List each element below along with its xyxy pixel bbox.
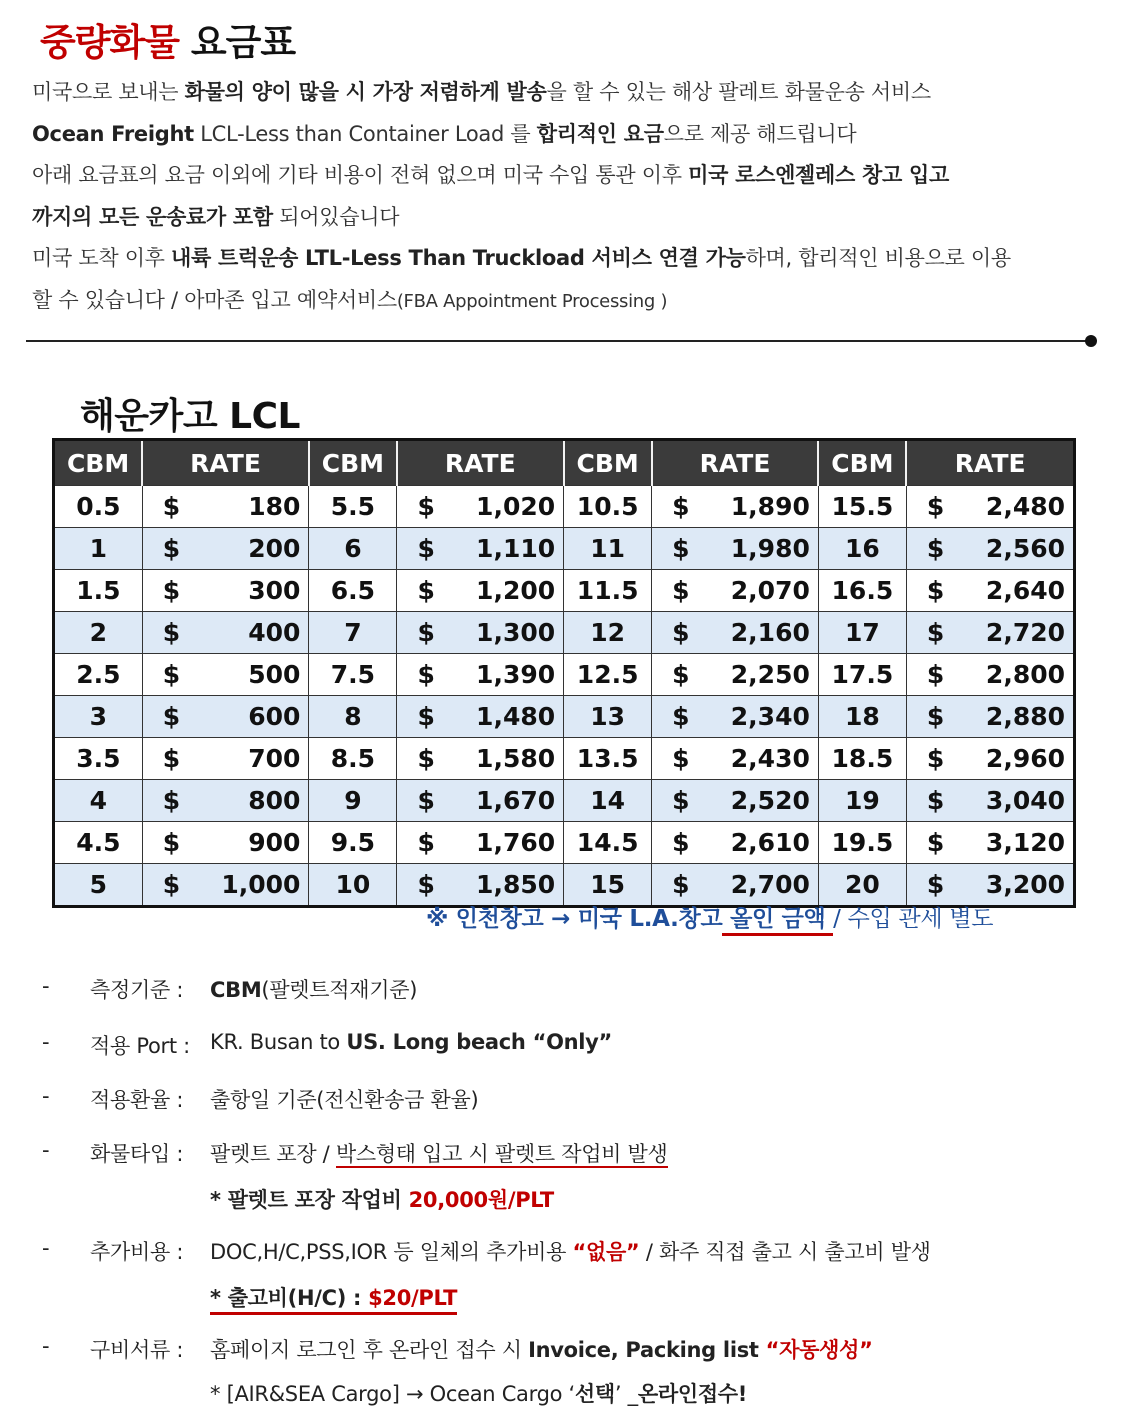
rate-value: 300: [248, 576, 301, 605]
currency-symbol: $: [672, 576, 690, 605]
rate-table-body: [54, 486, 1075, 907]
intro-text: [32, 72, 1112, 322]
note-underlined: 올인 금액: [722, 906, 833, 936]
cbm-cell: 9.5: [309, 822, 397, 864]
intro-line: 미국 도착 이후 내륙 트럭운송 LTL-Less Than Truckload 서비스 연결 가능하며, 합리적인 비용으로 이용: [32, 246, 1011, 270]
rate-cell: [906, 528, 1074, 570]
cbm-cell: 4.5: [54, 822, 143, 864]
rate-cell: [906, 822, 1074, 864]
rate-cell: [142, 528, 309, 570]
rate-cell: [142, 738, 309, 780]
rate-cell: [142, 822, 309, 864]
rate-cell: [397, 822, 564, 864]
cbm-cell: 2.5: [54, 654, 143, 696]
rate-cell: [142, 570, 309, 612]
table-row: [54, 612, 1075, 654]
currency-symbol: $: [926, 618, 945, 647]
currency-symbol: $: [672, 660, 690, 689]
rate-cell: [906, 696, 1074, 738]
currency-symbol: $: [926, 786, 945, 815]
rate-cell: [397, 780, 564, 822]
currency-symbol: $: [672, 702, 690, 731]
cbm-cell: 16.5: [818, 570, 906, 612]
spec-label: 화물타입 :: [90, 1142, 184, 1166]
rate-value: 2,960: [985, 744, 1065, 773]
header-rate: RATE: [142, 440, 309, 486]
currency-symbol: $: [672, 492, 690, 521]
cbm-cell: 3.5: [54, 738, 143, 780]
cbm-cell: 5.5: [309, 486, 397, 528]
rate-cell: [652, 612, 819, 654]
header-cbm: CBM: [54, 440, 143, 486]
spec-value: 출항일 기준(전신환송금 환율): [210, 1088, 479, 1112]
cbm-cell: 3: [54, 696, 143, 738]
cbm-cell: 11.5: [564, 570, 652, 612]
rate-value: 2,720: [985, 618, 1065, 647]
rate-table-header: [54, 440, 1075, 486]
currency-symbol: $: [417, 492, 435, 521]
currency-symbol: $: [672, 534, 690, 563]
currency-symbol: $: [162, 618, 181, 647]
rate-cell: [652, 780, 819, 822]
rate-value: 1,890: [730, 492, 810, 521]
rate-value: 1,580: [476, 744, 556, 773]
rate-value: 1,480: [476, 702, 556, 731]
cbm-cell: 12: [564, 612, 652, 654]
cbm-cell: 14: [564, 780, 652, 822]
rate-value: 1,850: [476, 870, 556, 899]
rate-value: 600: [248, 702, 301, 731]
rate-value: 2,700: [730, 870, 810, 899]
currency-symbol: $: [672, 786, 690, 815]
intro-line: 아래 요금표의 요금 이외에 기타 비용이 전혀 없으며 미국 수입 통관 이후 미국 로스엔젤레스 창고 입고: [32, 163, 949, 187]
currency-symbol: $: [162, 576, 181, 605]
rate-value: 800: [248, 786, 301, 815]
currency-symbol: $: [162, 492, 181, 521]
rate-cell: [397, 612, 564, 654]
currency-symbol: $: [162, 702, 181, 731]
rate-value: 2,610: [730, 828, 810, 857]
table-row: [54, 738, 1075, 780]
table-row: [54, 654, 1075, 696]
intro-line: Ocean Freight LCL-Less than Container Load 를 합리적인 요금으로 제공 해드립니다: [32, 121, 857, 146]
rate-value: 1,390: [476, 660, 556, 689]
intro-line: 미국으로 보내는 화물의 양이 많을 시 가장 저렴하게 발송을 할 수 있는 해상 팔레트 화물운송 서비스: [32, 80, 931, 104]
rate-value: 2,250: [730, 660, 810, 689]
cbm-cell: 8.5: [309, 738, 397, 780]
currency-symbol: $: [417, 534, 435, 563]
spec-label: 구비서류 :: [90, 1338, 184, 1362]
rate-cell: [652, 822, 819, 864]
rate-value: 400: [248, 618, 301, 647]
page-title: [40, 12, 295, 66]
cbm-cell: 17: [818, 612, 906, 654]
currency-symbol: $: [162, 786, 181, 815]
cbm-cell: 19: [818, 780, 906, 822]
spec-label: 적용 Port :: [90, 1034, 190, 1058]
rate-cell: [142, 780, 309, 822]
currency-symbol: $: [926, 660, 945, 689]
currency-symbol: $: [926, 744, 945, 773]
rate-table: [52, 438, 1076, 908]
currency-symbol: $: [417, 828, 435, 857]
rate-value: 500: [248, 660, 301, 689]
rate-value: 3,040: [985, 786, 1065, 815]
rate-cell: [906, 570, 1074, 612]
cbm-cell: 19.5: [818, 822, 906, 864]
rate-cell: [397, 570, 564, 612]
header-rate: RATE: [652, 440, 819, 486]
table-note: ※ 인천창고 → 미국 L.A.창고 올인 금액 / 수입 관세 별도: [426, 900, 993, 933]
currency-symbol: $: [417, 870, 435, 899]
cbm-cell: 20: [818, 864, 906, 907]
cbm-cell: 0.5: [54, 486, 143, 528]
cbm-cell: 16: [818, 528, 906, 570]
rate-cell: [906, 612, 1074, 654]
cbm-cell: 18: [818, 696, 906, 738]
rate-cell: [652, 486, 819, 528]
cbm-cell: 6.5: [309, 570, 397, 612]
currency-symbol: $: [672, 828, 690, 857]
cbm-cell: 11: [564, 528, 652, 570]
intro-line: 할 수 있습니다 / 아마존 입고 예약서비스(FBA Appointment Processing ): [32, 287, 668, 312]
rate-value: 200: [248, 534, 301, 563]
table-row: [54, 570, 1075, 612]
rate-value: 2,880: [985, 702, 1065, 731]
rate-value: 1,300: [476, 618, 556, 647]
cbm-cell: 1: [54, 528, 143, 570]
table-title: 해운카고 LCL: [80, 396, 300, 437]
rate-cell: [397, 486, 564, 528]
rate-cell: [142, 864, 309, 907]
rate-cell: [652, 696, 819, 738]
header-rate: RATE: [906, 440, 1074, 486]
header-cbm: CBM: [309, 440, 397, 486]
currency-symbol: $: [926, 576, 945, 605]
cbm-cell: 10: [309, 864, 397, 907]
currency-symbol: $: [926, 870, 945, 899]
currency-symbol: $: [672, 870, 690, 899]
currency-symbol: $: [417, 660, 435, 689]
title-rest: 요금표: [190, 21, 296, 64]
cbm-cell: 12.5: [564, 654, 652, 696]
rate-cell: [652, 654, 819, 696]
table-row: [54, 528, 1075, 570]
section-divider: [26, 340, 1088, 342]
cbm-cell: 7.5: [309, 654, 397, 696]
currency-symbol: $: [417, 786, 435, 815]
rate-value: 700: [248, 744, 301, 773]
cbm-cell: 13.5: [564, 738, 652, 780]
rate-cell: [397, 528, 564, 570]
currency-symbol: $: [417, 576, 435, 605]
header-cbm: CBM: [564, 440, 652, 486]
cbm-cell: 17.5: [818, 654, 906, 696]
currency-symbol: $: [926, 534, 945, 563]
rate-value: 1,110: [476, 534, 556, 563]
rate-value: 1,670: [476, 786, 556, 815]
rate-cell: [142, 654, 309, 696]
rate-cell: [397, 654, 564, 696]
spec-value: 팔렛트 포장 / 박스형태 입고 시 팔렛트 작업비 발생: [210, 1142, 668, 1166]
rate-cell: [397, 696, 564, 738]
rate-value: 2,560: [985, 534, 1065, 563]
table-row: [54, 696, 1075, 738]
spec-value: CBM(팔렛트적재기준): [210, 978, 418, 1002]
table-row: [54, 486, 1075, 528]
divider-dot-icon: [1085, 335, 1097, 347]
table-row: [54, 822, 1075, 864]
spec-value: DOC,H/C,PSS,IOR 등 일체의 추가비용 “없음” / 화주 직접 출고 시 출고비 발생: [210, 1240, 931, 1264]
cbm-cell: 2: [54, 612, 143, 654]
currency-symbol: $: [417, 744, 435, 773]
currency-symbol: $: [926, 702, 945, 731]
spec-label: 추가비용 :: [90, 1240, 184, 1264]
rate-value: 1,200: [476, 576, 556, 605]
rate-value: 2,160: [730, 618, 810, 647]
rate-cell: [906, 738, 1074, 780]
rate-value: 1,000: [221, 870, 301, 899]
rate-value: 1,020: [476, 492, 556, 521]
cbm-cell: 18.5: [818, 738, 906, 780]
cbm-cell: 10.5: [564, 486, 652, 528]
cbm-cell: 7: [309, 612, 397, 654]
currency-symbol: $: [672, 744, 690, 773]
currency-symbol: $: [926, 492, 945, 521]
rate-value: 3,200: [985, 870, 1065, 899]
cbm-cell: 14.5: [564, 822, 652, 864]
currency-symbol: $: [162, 534, 181, 563]
rate-cell: [652, 570, 819, 612]
currency-symbol: $: [672, 618, 690, 647]
rate-cell: [142, 696, 309, 738]
rate-cell: [652, 738, 819, 780]
rate-cell: [906, 654, 1074, 696]
cbm-cell: 15.5: [818, 486, 906, 528]
rate-value: 2,800: [985, 660, 1065, 689]
header-rate: RATE: [397, 440, 564, 486]
header-cbm: CBM: [818, 440, 906, 486]
title-highlight: 중량화물: [40, 21, 179, 64]
rate-value: 2,520: [730, 786, 810, 815]
rate-value: 1,760: [476, 828, 556, 857]
rate-cell: [142, 612, 309, 654]
currency-symbol: $: [162, 870, 181, 899]
rate-value: 2,340: [730, 702, 810, 731]
rate-cell: [906, 486, 1074, 528]
currency-symbol: $: [417, 618, 435, 647]
rate-cell: [906, 780, 1074, 822]
currency-symbol: $: [162, 744, 181, 773]
currency-symbol: $: [162, 828, 181, 857]
rate-cell: [652, 528, 819, 570]
cbm-cell: 13: [564, 696, 652, 738]
rate-value: 900: [248, 828, 301, 857]
rate-value: 3,120: [985, 828, 1065, 857]
spec-label: 적용환율 :: [90, 1088, 184, 1112]
spec-label: 측정기준 :: [90, 978, 184, 1002]
rate-value: 180: [248, 492, 301, 521]
currency-symbol: $: [162, 660, 181, 689]
rate-value: 1,980: [730, 534, 810, 563]
rate-cell: [397, 738, 564, 780]
rate-value: 2,070: [730, 576, 810, 605]
cbm-cell: 9: [309, 780, 397, 822]
currency-symbol: $: [926, 828, 945, 857]
rate-value: 2,430: [730, 744, 810, 773]
spec-value: 홈페이지 로그인 후 온라인 접수 시 Invoice, Packing list “자동생성”: [210, 1338, 873, 1362]
cbm-cell: 15: [564, 864, 652, 907]
cbm-cell: 1.5: [54, 570, 143, 612]
cbm-cell: 5: [54, 864, 143, 907]
currency-symbol: $: [417, 702, 435, 731]
cbm-cell: 4: [54, 780, 143, 822]
spec-value: KR. Busan to US. Long beach “Only”: [210, 1030, 613, 1054]
intro-line: 까지의 모든 운송료가 포함 되어있습니다: [32, 204, 400, 229]
rate-cell: [142, 486, 309, 528]
rate-value: 2,640: [985, 576, 1065, 605]
table-row: [54, 780, 1075, 822]
cbm-cell: 8: [309, 696, 397, 738]
rate-value: 2,480: [985, 492, 1065, 521]
cbm-cell: 6: [309, 528, 397, 570]
